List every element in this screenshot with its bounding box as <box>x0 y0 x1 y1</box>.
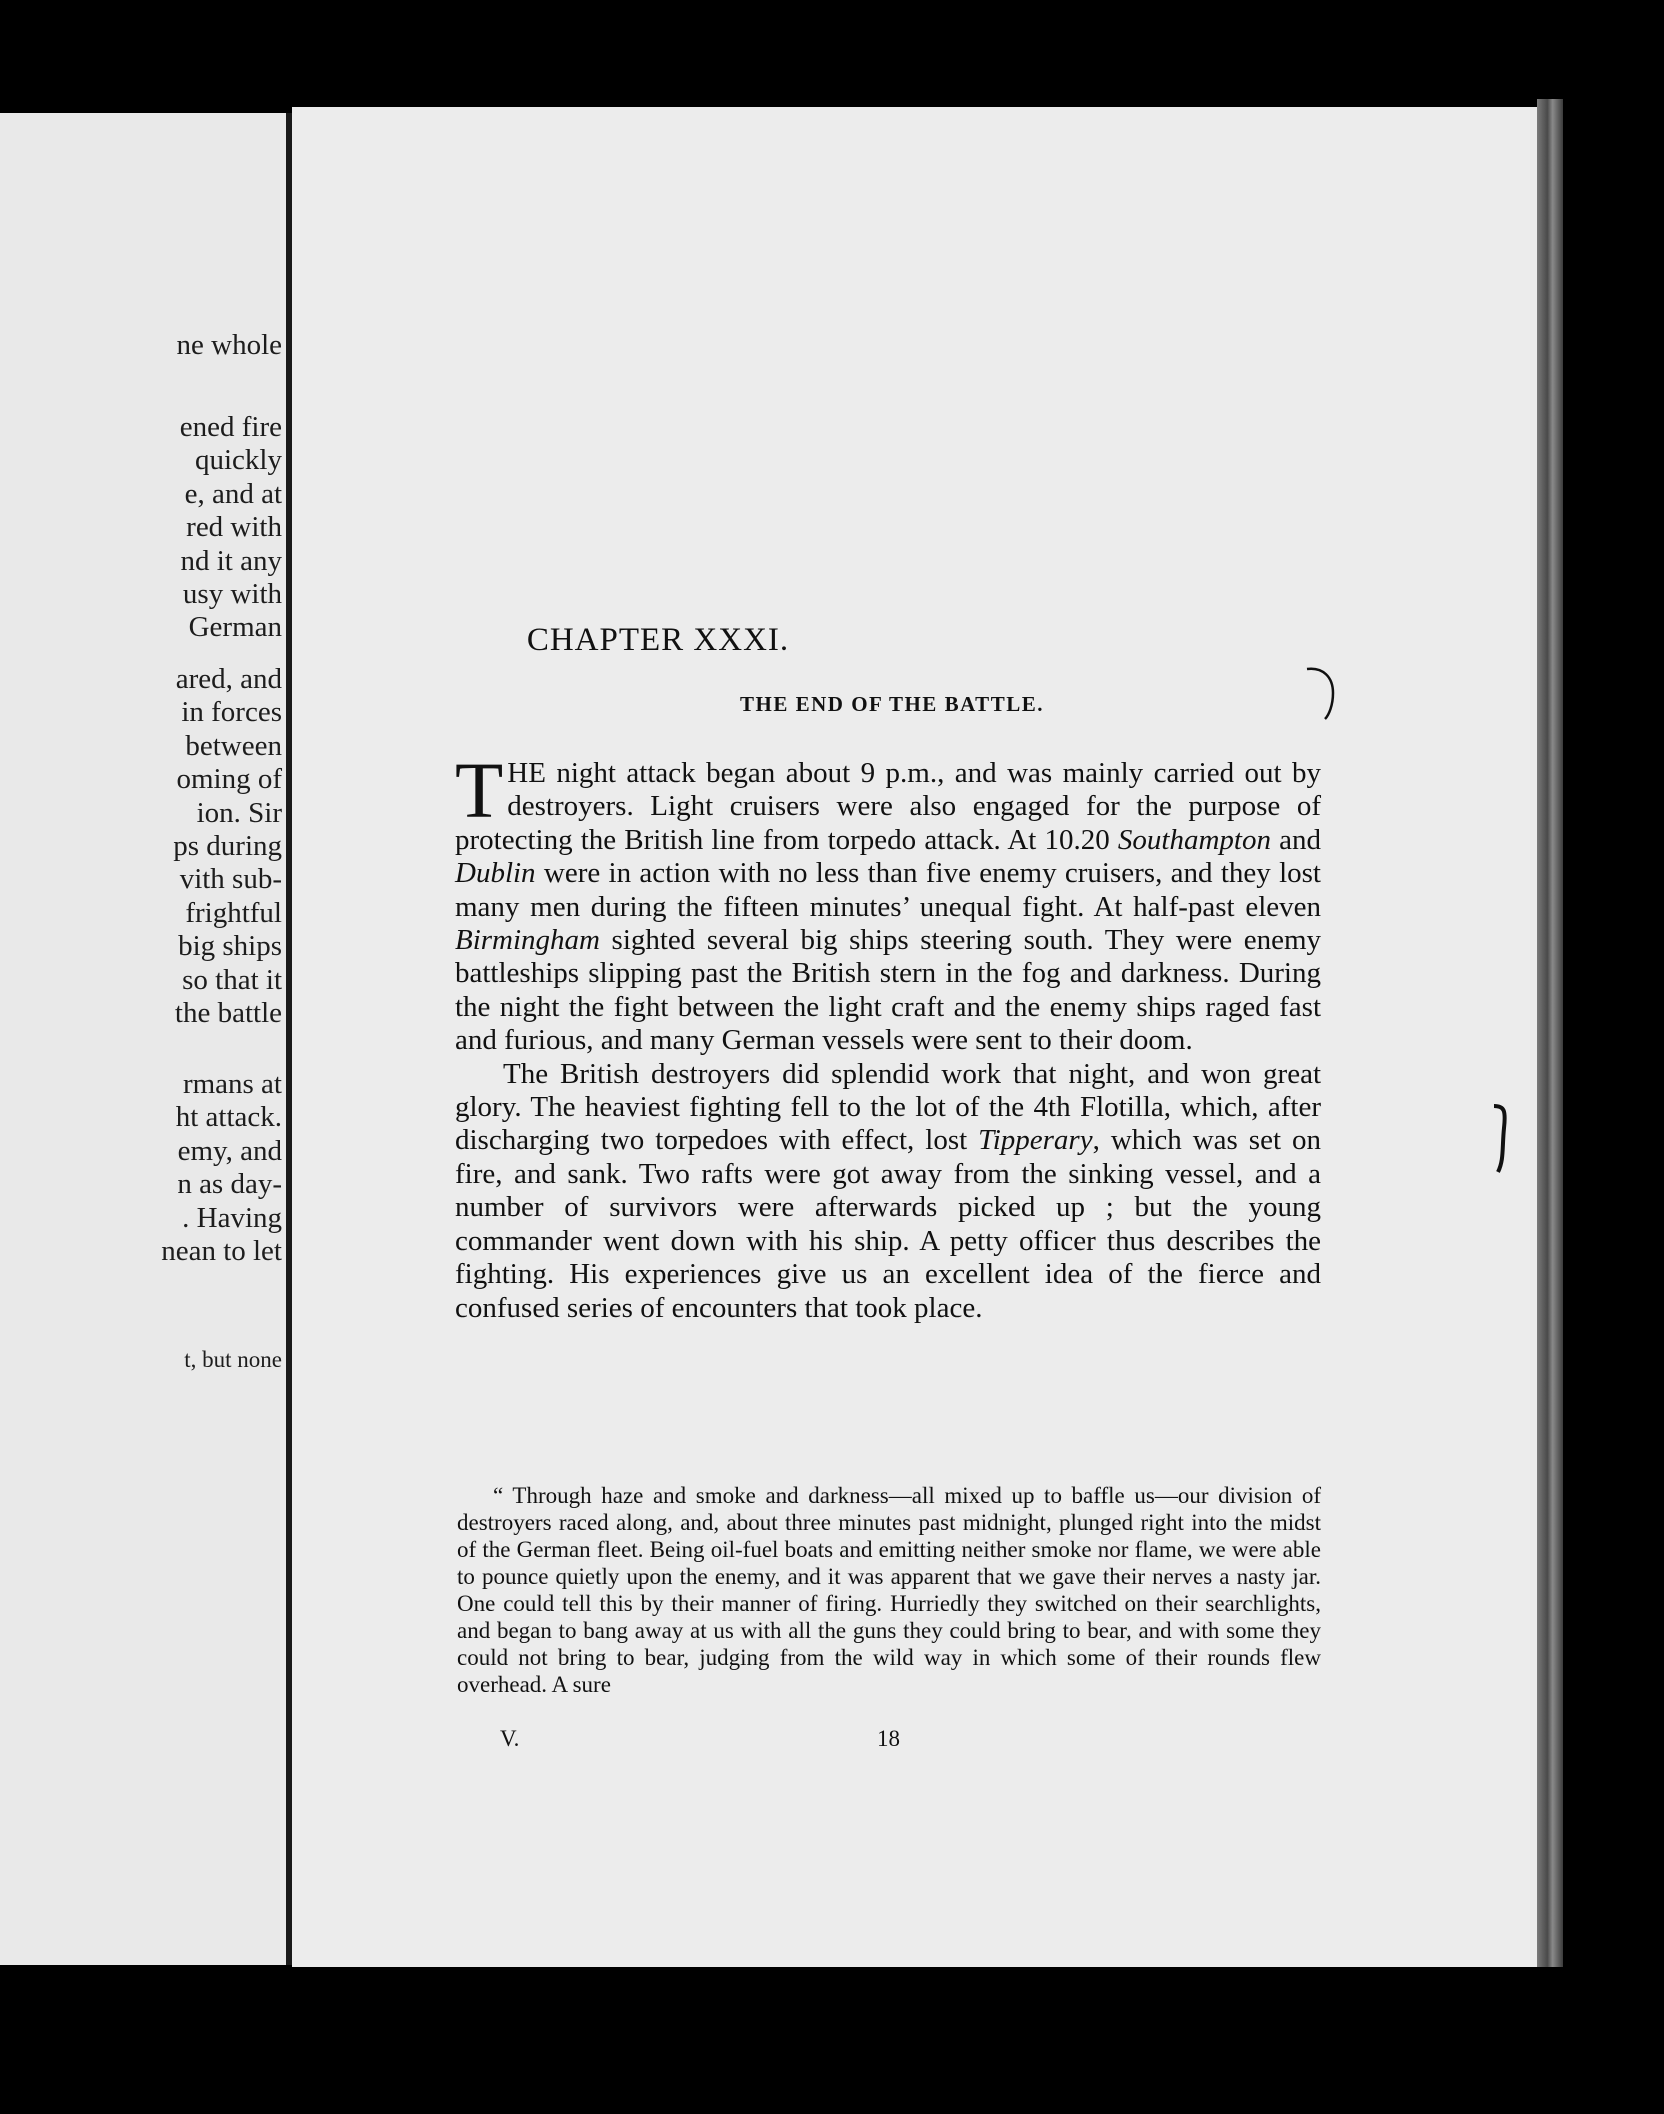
text-run: were in action with no less than five enemy cruisers, and they lost many men during the fifteen minutes’ unequal fight. At half-past eleven <box>455 857 1321 923</box>
left-text-block <box>0 411 282 645</box>
text-run: , which was set on fire, and sank. Two rafts were got away from the sinking vessel, and a number of survivors were afterwards picked up ; but the young commander went down with his ship. A petty officer thus describes the fighting. His experiences give us an excellent idea of the fierce and confused series of encounters that took place. <box>455 1124 1321 1324</box>
signature-mark: V. <box>500 1726 520 1751</box>
left-text-line: between <box>185 729 282 762</box>
paragraph-text <box>455 748 1322 1057</box>
left-text-line: oming of <box>176 763 282 796</box>
left-text-line: ps during <box>173 830 282 863</box>
left-text-line: rmans at <box>182 1068 282 1100</box>
left-page <box>0 113 286 1965</box>
left-text-line: e, and at <box>184 477 282 510</box>
left-text-block <box>0 1343 282 1376</box>
quote-paragraph: “ Through haze and smoke and darkness—all mixed up to baffle us—our division of destroyers raced along, and, about three minutes past midnight, plunged right into the midst of the German fleet. Being oil-fuel boats and emitting neither smoke nor flame, we were able to pounce quietly upon the enemy, and it was apparent that we gave their nerves a nasty jar. One could tell this by their manner of firing. Hurriedly they switched on their searchlights, and began to bang away at us with all the guns they could bring to bear, and with some they could not bring to bear, judging from the wild way in which some of their rounds flew overhead. A sure <box>457 1483 1321 1697</box>
left-text-line: frightful <box>185 896 282 929</box>
left-text-line: emy, and <box>177 1134 282 1167</box>
left-text-line: the battle <box>174 997 282 1030</box>
chapter-heading: CHAPTER XXXI. <box>526 622 790 658</box>
left-text-line: red with <box>186 511 282 544</box>
left-text-line: vith sub- <box>179 863 282 896</box>
left-text-line: ne whole <box>176 329 282 361</box>
pencil-bracket-mark-icon <box>1490 1098 1520 1178</box>
left-text-line: . Having <box>182 1201 282 1234</box>
left-text-line: quickly <box>195 444 282 477</box>
left-text-line: German <box>188 611 282 644</box>
left-text-line: nd it any <box>180 544 282 577</box>
left-text-line: ht attack. <box>175 1101 282 1134</box>
page-edge <box>1537 99 1563 1967</box>
left-text-line: so that it <box>182 963 282 996</box>
pencil-bracket-mark-icon <box>1303 663 1343 723</box>
text-run: sighted several big ships steering south. They were enemy battleships slipping past the British stern in the fog and darkness. During the night the fight between the light craft and the enemy ships raged fast and furious, and many German vessels were sent to their doom. <box>455 924 1321 1057</box>
text-run: and <box>1270 823 1322 856</box>
left-text-block <box>0 1068 282 1268</box>
chapter-title: THE END OF THE BATTLE. <box>740 692 1044 716</box>
ship-name: Southampton <box>1117 823 1271 856</box>
left-text-block <box>0 663 282 1030</box>
left-text-line: n as day- <box>177 1168 282 1201</box>
left-text-line: big ships <box>178 930 282 963</box>
left-text-line: ened fire <box>179 411 282 443</box>
left-text-line: ion. Sir <box>196 796 282 829</box>
left-text-line: in forces <box>181 696 282 729</box>
drop-cap: T <box>455 748 504 835</box>
left-text-line: nean to let <box>161 1235 282 1268</box>
left-text-block <box>0 329 282 362</box>
left-text-line: usy with <box>182 578 282 611</box>
ship-name: Dublin <box>455 857 536 890</box>
left-text-line: t, but none <box>184 1347 282 1372</box>
paragraph-text <box>455 1058 1321 1324</box>
ship-name: Birmingham <box>455 924 600 957</box>
text-run: The British destroyers did splendid work that night, and won great glory. The heaviest fighting fell to the lot of the 4th Flotilla, which, after discharging two torpedoes with effect, lost <box>455 1057 1321 1157</box>
page-number: 18 <box>877 1726 900 1751</box>
chapter-body <box>455 748 1322 1325</box>
text-run: HE night attack began about 9 p.m., and was mainly carried out by destroyers. Light cruisers were also engaged for the purpose of protecting the British line from torpedo attack. At 10.20 <box>455 757 1321 856</box>
paragraph <box>455 748 1322 1058</box>
paragraph <box>455 1058 1321 1325</box>
left-text-line: ared, and <box>175 663 282 695</box>
ship-name: Tipperary <box>978 1124 1093 1157</box>
quoted-passage <box>457 1482 1321 1698</box>
